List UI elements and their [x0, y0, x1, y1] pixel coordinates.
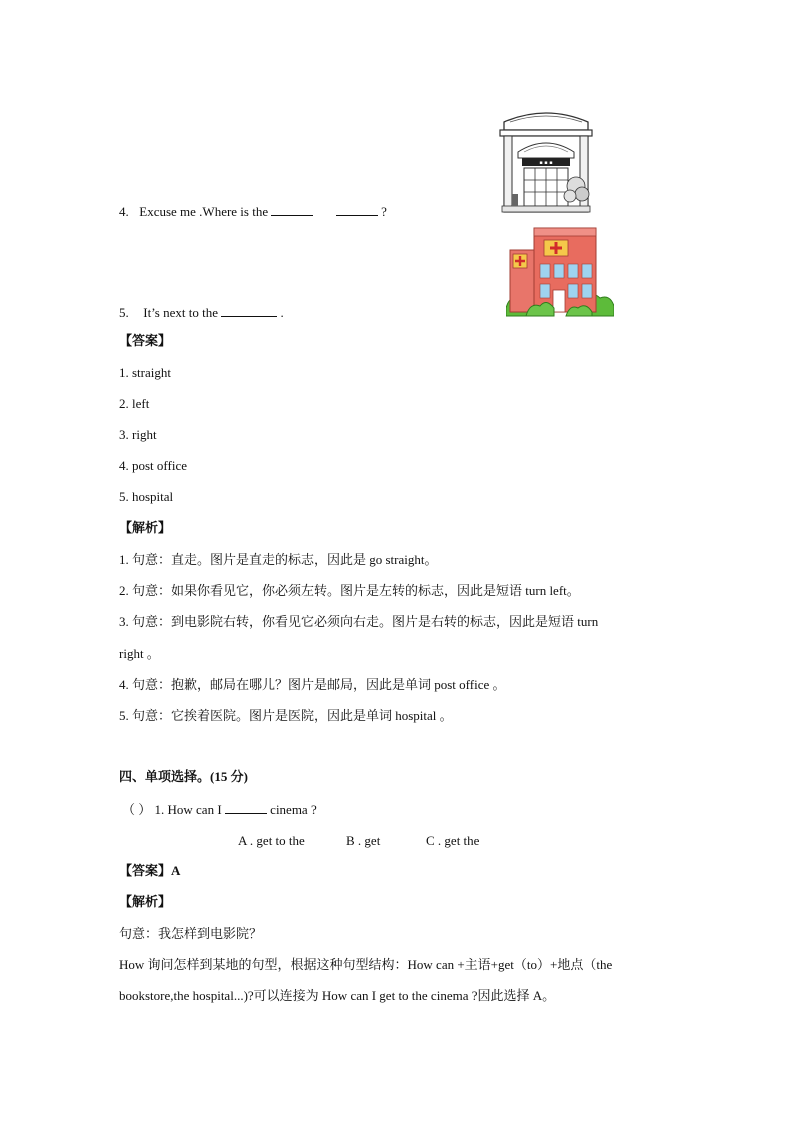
analysis-item: 2. 句意：如果你看见它，你必须左转。图片是左转的标志，因此是短语 turn left。 — [119, 583, 580, 598]
analysis-item: 1. 句意：直走。图片是直走的标志，因此是 go straight。 — [119, 552, 438, 567]
option-c[interactable]: C . get the — [426, 833, 480, 848]
question-5 — [119, 304, 284, 321]
question-end: . — [280, 305, 284, 320]
analysis-header: 【解析】 — [119, 894, 172, 909]
analysis-item: 4. 句意：抱歉，邮局在哪儿？图片是邮局，因此是单词 post office 。 — [119, 677, 506, 692]
choice-question-1 — [122, 801, 317, 818]
question-number: 4. — [119, 204, 129, 219]
question-number: 5. — [119, 305, 129, 320]
answer-blank[interactable] — [271, 203, 313, 216]
analysis-item: 5. 句意：它挨着医院。图片是医院，因此是单词 hospital 。 — [119, 708, 453, 723]
analysis-item: 3. 句意：到电影院右转，你看见它必须向右走。图片是右转的标志，因此是短语 turn — [119, 614, 599, 629]
question-4 — [119, 203, 387, 220]
question-text: It’s next to the — [143, 305, 218, 320]
analysis-item-continued: right 。 — [119, 646, 160, 661]
hospital-image — [506, 224, 614, 320]
analysis-explain-continued: bookstore,the hospital...)?可以连接为 How can I get to the cinema ?因此选择 A。 — [119, 988, 556, 1003]
analysis-header: 【解析】 — [119, 520, 172, 535]
answer-line: 【答案】A — [119, 863, 181, 878]
question-text: 1. How can I — [154, 802, 222, 817]
answer-item: 5. hospital — [119, 489, 174, 504]
answer-blank[interactable] — [336, 203, 378, 216]
answer-item: 4. post office — [119, 458, 187, 473]
post-office-image — [498, 108, 594, 214]
answer-blank[interactable] — [221, 304, 277, 317]
question-text: Excuse me .Where is the — [139, 204, 269, 219]
option-b[interactable]: B . get — [346, 833, 381, 848]
answer-item: 2. left — [119, 396, 150, 411]
section-title: 四、单项选择。(15 分) — [119, 769, 248, 784]
analysis-explain: How 询问怎样到某地的句型，根据这种句型结构：How can +主语+get（to）+地点（the — [119, 957, 613, 972]
answer-item: 1. straight — [119, 365, 171, 380]
analysis-meaning: 句意：我怎样到电影院？ — [119, 926, 263, 941]
answer-header: 【答案】 — [119, 333, 172, 348]
answer-paren[interactable]: （ ） — [122, 802, 152, 817]
question-end: ? — [381, 204, 387, 219]
question-end: cinema ? — [270, 802, 317, 817]
option-a[interactable]: A . get to the — [238, 833, 305, 848]
svg-text:▪ ▪ ▪: ▪ ▪ ▪ — [539, 160, 553, 166]
answer-blank[interactable] — [225, 801, 267, 814]
answer-item: 3. right — [119, 427, 157, 442]
